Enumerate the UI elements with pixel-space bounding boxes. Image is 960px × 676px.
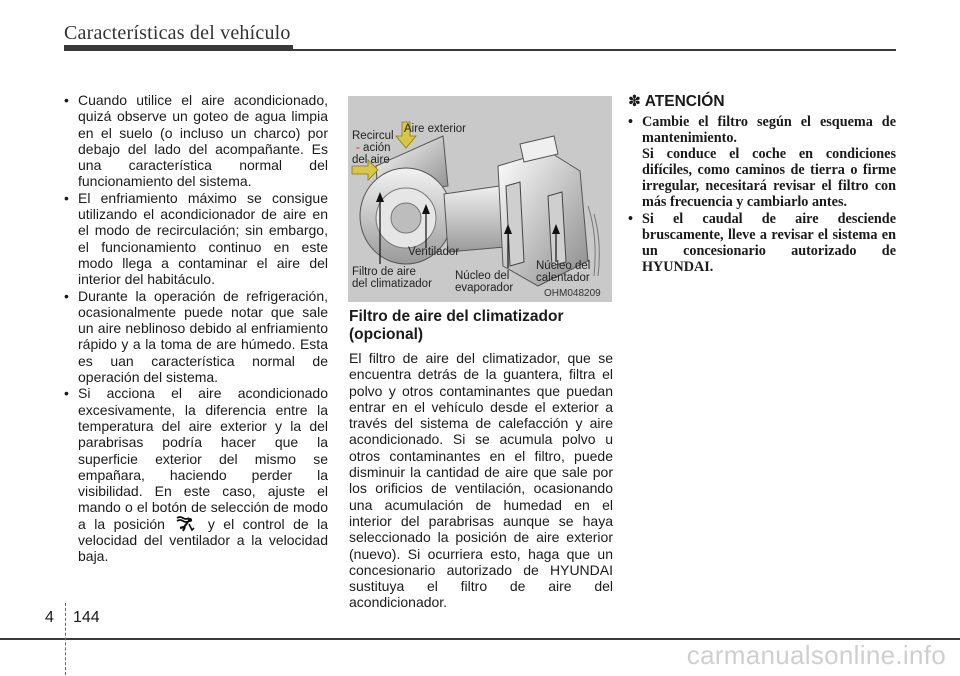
label-filter-2: del climatizador xyxy=(352,278,432,290)
header-rule-thin xyxy=(293,49,896,51)
left-column xyxy=(64,92,328,565)
label-recirculation-3: del aire xyxy=(352,154,390,166)
bullet-item xyxy=(64,385,328,564)
page-number-divider xyxy=(65,603,66,675)
label-heater-2: calentador xyxy=(536,272,590,284)
caution-item xyxy=(628,114,896,211)
watermark: carmanualsonline.info xyxy=(686,640,946,670)
label-recirculation-line1: Recircul xyxy=(352,130,394,142)
caution-box xyxy=(628,92,896,275)
caution-item-line: Si conduce el coche en condiciones difíciles, como caminos de tierra o firme irregular, necesitará revisar el filtro con más frecuencia y cambiarlo antes. xyxy=(642,146,896,211)
page-header-title: Características del vehículo xyxy=(64,22,291,44)
section-body: El filtro de aire del climatizador, que se encuentra detrás de la guantera, filtra el polvo y otros contaminantes que puedan entrar en el vehículo desde el exterior a través del sistema de calefacción y aire acondicionado. Si se acumula polvo u otros contaminantes en el filtro, puede disminuir la cantidad de aire que sale por los orificios de ventilación, ocasionando una acumulación de humedad en el interior del parabrisas aunque se haya seleccionado la posición de aire exterior (nuevo). Si ocurriera esto, haga que un concesionario autorizado de HYUNDAI sustituya el filtro de aire del acondicionador. xyxy=(349,350,613,611)
header-rule-thick xyxy=(64,45,293,51)
section-title: Filtro de aire del climatizador (opcional) xyxy=(349,308,564,343)
bullet-text: Si acciona el aire acondicionado excesivamente, la diferencia entre la temperatura del aire exterior y la del parabrisas podría hacer que la superficie exterior del mismo se empañara, haciendo perder la visibilidad. En este caso, ajuste el mando o el botón de selección de modo a la posición xyxy=(78,385,328,532)
figure-code: OHM048209 xyxy=(544,288,601,299)
label-evaporator-2: evaporador xyxy=(455,282,514,294)
bullet-list xyxy=(64,92,328,565)
caution-item-line: • Cambie el filtro según el esquema de mantenimiento. xyxy=(642,114,896,147)
label-evaporator-1: Núcleo del xyxy=(455,270,510,282)
caution-title: ✽ ATENCIÓN xyxy=(628,93,725,110)
label-recirculation-dash: - xyxy=(356,142,360,154)
hvac-diagram xyxy=(348,96,612,302)
label-blower: Ventilador xyxy=(408,246,460,258)
label-filter-1: Filtro de aire xyxy=(352,266,416,278)
bullet-item: • Durante la operación de refrigeración, ocasionalmente puede notar que sale un aire neblinoso debido al enfriamiento rápido y a la toma de are húmedo. Esta es uan característica normal de operación del sistema. xyxy=(64,288,328,386)
chapter-number: 4 xyxy=(45,609,54,626)
caution-list xyxy=(628,114,896,275)
label-heater-1: Núcleo del xyxy=(536,260,591,272)
label-outside-air: Aire exterior xyxy=(404,123,466,135)
page-number: 144 xyxy=(73,609,100,626)
bullet-item: • Cuando utilice el aire acondicionado, quizá observe un goteo de agua limpia en el suelo (o incluso un charco) por debajo del lado del acompañante. Es una característica normal del funcionamiento del sistema. xyxy=(64,92,328,190)
bullet-text: y el control de la velocidad del ventilador a la velocidad baja. xyxy=(78,515,329,565)
bullet-item: • El enfriamiento máximo se consigue utilizando el acondicionador de aire en el modo de recirculación; sin embargo, el funcionamiento continuo en este modo llega a contaminar el aire del interior del habitáculo. xyxy=(64,190,328,288)
caution-item: • Si el caudal de aire desciende bruscamente, lleve a revisar el sistema en un concesionario autorizado de HYUNDAI. xyxy=(628,211,896,275)
label-recirculation xyxy=(352,130,394,142)
label-recirculation-line2: ación xyxy=(363,142,391,154)
label-recirculation-2 xyxy=(356,142,391,154)
filter-section xyxy=(349,308,613,611)
defrost-floor-mode-icon xyxy=(175,516,197,532)
